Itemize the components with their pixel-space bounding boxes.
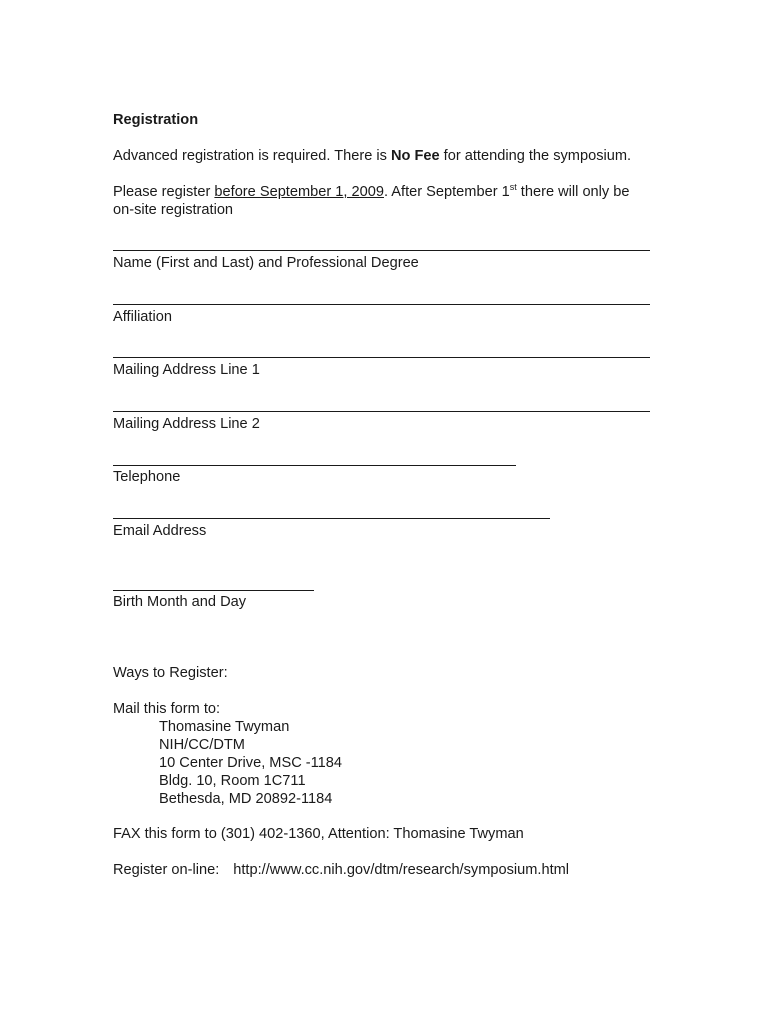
address2-field-label: Mailing Address Line 2 xyxy=(113,416,260,432)
name-field-label: Name (First and Last) and Professional Degree xyxy=(113,255,419,271)
mail-line-building: Bldg. 10, Room 1C711 xyxy=(159,773,306,789)
affiliation-field-line[interactable] xyxy=(113,304,650,305)
deadline-middle: . After September 1 xyxy=(383,184,510,200)
email-field-label: Email Address xyxy=(113,523,207,539)
birth-field-line[interactable] xyxy=(113,590,314,591)
page-title: Registration xyxy=(113,112,199,128)
telephone-field-label: Telephone xyxy=(113,469,181,485)
mail-line-city: Bethesda, MD 20892-1184 xyxy=(159,791,333,807)
deadline-suffix: there will only be xyxy=(516,184,630,200)
online-url-link[interactable]: http://www.cc.nih.gov/dtm/research/symposium.html xyxy=(233,862,570,878)
address1-field-label: Mailing Address Line 1 xyxy=(113,362,260,378)
intro-text-end: for attending the symposium. xyxy=(439,148,632,164)
mail-label: Mail this form to: xyxy=(113,701,221,717)
online-label: Register on-line: xyxy=(113,862,220,878)
mail-line-street: 10 Center Drive, MSC -1184 xyxy=(159,755,343,771)
deadline-prefix: Please register xyxy=(113,184,215,200)
name-field-line[interactable] xyxy=(113,250,650,251)
address1-field-line[interactable] xyxy=(113,357,650,358)
birth-field-label: Birth Month and Day xyxy=(113,594,247,610)
deadline-text-line2: on-site registration xyxy=(113,202,234,218)
mail-line-org: NIH/CC/DTM xyxy=(159,737,245,753)
deadline-superscript: st xyxy=(509,182,517,192)
mail-line-name: Thomasine Twyman xyxy=(159,719,290,735)
affiliation-field-label: Affiliation xyxy=(113,309,172,325)
no-fee-text: No Fee xyxy=(390,148,440,164)
deadline-text xyxy=(113,183,630,201)
telephone-field-line[interactable] xyxy=(113,465,516,466)
intro-text-start: Advanced registration is required. There is xyxy=(113,148,391,164)
deadline-date: before September 1, 2009 xyxy=(214,184,384,200)
ways-title: Ways to Register: xyxy=(113,665,228,681)
online-register-text xyxy=(113,861,569,879)
fax-text: FAX this form to (301) 402-1360, Attention: Thomasine Twyman xyxy=(113,826,524,842)
intro-text xyxy=(113,147,631,165)
email-field-line[interactable] xyxy=(113,518,550,519)
address2-field-line[interactable] xyxy=(113,411,650,412)
